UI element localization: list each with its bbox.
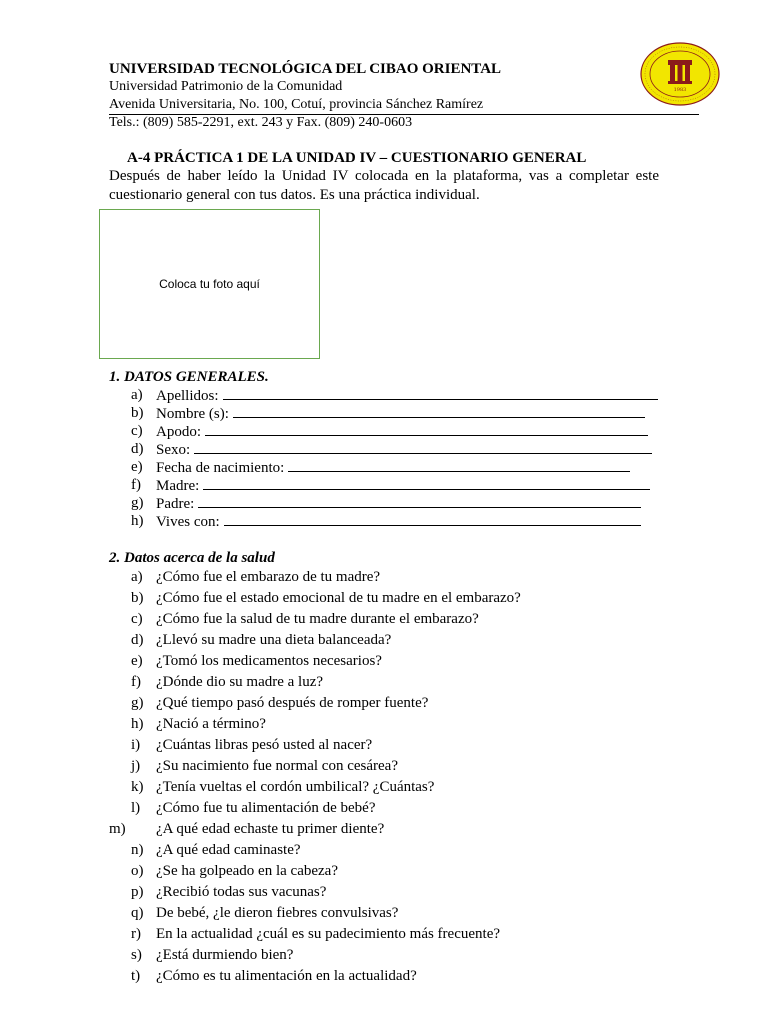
item-letter: g) xyxy=(131,495,144,511)
answer-blank-line[interactable] xyxy=(203,476,650,490)
health-questions-list xyxy=(109,568,521,988)
item-letter: a) xyxy=(131,387,143,403)
university-address: Avenida Universitaria, No. 100, Cotuí, provincia Sánchez Ramírez xyxy=(109,97,484,112)
health-question-item xyxy=(109,883,521,904)
health-question-item xyxy=(109,904,521,925)
health-question-item xyxy=(109,652,521,673)
answer-blank-line[interactable] xyxy=(223,386,658,400)
question-text: ¿A qué edad echaste tu primer diente? xyxy=(156,821,385,837)
item-letter: a) xyxy=(131,569,143,585)
question-text: ¿Su nacimiento fue normal con cesárea? xyxy=(156,758,398,774)
answer-blank-line[interactable] xyxy=(205,422,648,436)
answer-blank-line[interactable] xyxy=(194,440,652,454)
health-question-item xyxy=(109,694,521,715)
health-question-item xyxy=(109,799,521,820)
field-label: Nombre (s): xyxy=(156,406,229,422)
health-question-item xyxy=(109,967,521,988)
item-letter: m) xyxy=(109,821,126,837)
item-letter: i) xyxy=(131,737,141,753)
health-question-item xyxy=(109,757,521,778)
item-letter: h) xyxy=(131,716,144,732)
question-text: De bebé, ¿le dieron fiebres convulsivas? xyxy=(156,905,399,921)
photo-placeholder-box[interactable] xyxy=(99,209,320,359)
question-text: ¿Nació a término? xyxy=(156,716,266,732)
question-text: ¿Recibió todas sus vacunas? xyxy=(156,884,327,900)
question-text: ¿Cómo es tu alimentación en la actualidad? xyxy=(156,968,417,984)
general-data-list xyxy=(109,386,658,530)
instructions-paragraph: Después de haber leído la Unidad IV colocada en la plataforma, vas a completar este cuestionario general con tus datos. Es una práctica individual. xyxy=(109,168,659,203)
question-text: ¿Cómo fue el estado emocional de tu madre en el embarazo? xyxy=(156,590,521,606)
question-text: ¿Cómo fue el embarazo de tu madre? xyxy=(156,569,381,585)
university-seal-icon xyxy=(640,42,720,106)
health-question-item xyxy=(109,925,521,946)
general-data-item xyxy=(109,386,658,404)
item-letter: c) xyxy=(131,611,143,627)
letterhead xyxy=(109,60,699,132)
item-letter: k) xyxy=(131,779,144,795)
university-name: UNIVERSIDAD TECNOLÓGICA DEL CIBAO ORIENTAL xyxy=(109,61,502,77)
general-data-item xyxy=(109,422,658,440)
health-question-item xyxy=(109,736,521,757)
health-question-item xyxy=(109,610,521,631)
answer-blank-line[interactable] xyxy=(288,458,630,472)
item-letter: j) xyxy=(131,758,141,774)
item-letter: l) xyxy=(131,800,141,816)
item-letter: q) xyxy=(131,905,144,921)
item-letter: h) xyxy=(131,513,144,529)
section2-title: 2. Datos acerca de la salud xyxy=(109,550,275,566)
health-question-item xyxy=(109,568,521,589)
header-rule xyxy=(109,114,699,115)
general-data-item xyxy=(109,494,658,512)
general-data-item xyxy=(109,458,658,476)
health-question-item xyxy=(109,715,521,736)
health-question-item xyxy=(109,589,521,610)
item-letter: o) xyxy=(131,863,144,879)
question-text: ¿Tomó los medicamentos necesarios? xyxy=(156,653,382,669)
item-letter: f) xyxy=(131,674,141,690)
answer-blank-line[interactable] xyxy=(233,404,645,418)
question-text: ¿Cómo fue la salud de tu madre durante el embarazo? xyxy=(156,611,479,627)
question-text: ¿Tenía vueltas el cordón umbilical? ¿Cuántas? xyxy=(156,779,435,795)
section1-title: 1. DATOS GENERALES. xyxy=(109,369,269,385)
item-letter: g) xyxy=(131,695,144,711)
question-text: ¿Llevó su madre una dieta balanceada? xyxy=(156,632,392,648)
health-question-item xyxy=(109,862,521,883)
item-letter: r) xyxy=(131,926,141,942)
health-question-item xyxy=(109,820,521,841)
field-label: Fecha de nacimiento: xyxy=(156,460,285,476)
item-letter: b) xyxy=(131,405,144,421)
field-label: Apellidos: xyxy=(156,388,219,404)
item-letter: f) xyxy=(131,477,141,493)
item-letter: e) xyxy=(131,653,143,669)
health-question-item xyxy=(109,631,521,652)
field-label: Vives con: xyxy=(156,514,220,530)
question-text: ¿Cómo fue tu alimentación de bebé? xyxy=(156,800,376,816)
item-letter: e) xyxy=(131,459,143,475)
university-phones: Tels.: (809) 585-2291, ext. 243 y Fax. (809) 240-0603 xyxy=(109,115,413,130)
document-title: A-4 PRÁCTICA 1 DE LA UNIDAD IV – CUESTIONARIO GENERAL xyxy=(127,150,587,166)
answer-blank-line[interactable] xyxy=(198,494,641,508)
item-letter: b) xyxy=(131,590,144,606)
question-text: ¿Cuántas libras pesó usted al nacer? xyxy=(156,737,373,753)
item-letter: n) xyxy=(131,842,144,858)
item-letter: p) xyxy=(131,884,144,900)
university-subtitle: Universidad Patrimonio de la Comunidad xyxy=(109,79,343,94)
question-text: ¿Qué tiempo pasó después de romper fuente? xyxy=(156,695,429,711)
question-text: ¿Dónde dio su madre a luz? xyxy=(156,674,324,690)
general-data-item xyxy=(109,512,658,530)
item-letter: s) xyxy=(131,947,142,963)
health-question-item xyxy=(109,946,521,967)
item-letter: d) xyxy=(131,441,144,457)
field-label: Sexo: xyxy=(156,442,191,458)
seal-year: 1983 xyxy=(673,87,687,93)
health-question-item xyxy=(109,673,521,694)
question-text: En la actualidad ¿cuál es su padecimiento más frecuente? xyxy=(156,926,501,942)
photo-placeholder-label: Coloca tu foto aquí xyxy=(159,277,260,291)
item-letter: d) xyxy=(131,632,144,648)
item-letter: c) xyxy=(131,423,143,439)
question-text: ¿A qué edad caminaste? xyxy=(156,842,301,858)
general-data-item xyxy=(109,404,658,422)
health-question-item xyxy=(109,841,521,862)
general-data-item xyxy=(109,476,658,494)
answer-blank-line[interactable] xyxy=(224,512,641,526)
health-question-item xyxy=(109,778,521,799)
question-text: ¿Se ha golpeado en la cabeza? xyxy=(156,863,338,879)
field-label: Madre: xyxy=(156,478,200,494)
item-letter: t) xyxy=(131,968,141,984)
field-label: Padre: xyxy=(156,496,195,512)
general-data-item xyxy=(109,440,658,458)
question-text: ¿Está durmiendo bien? xyxy=(156,947,294,963)
field-label: Apodo: xyxy=(156,424,201,440)
